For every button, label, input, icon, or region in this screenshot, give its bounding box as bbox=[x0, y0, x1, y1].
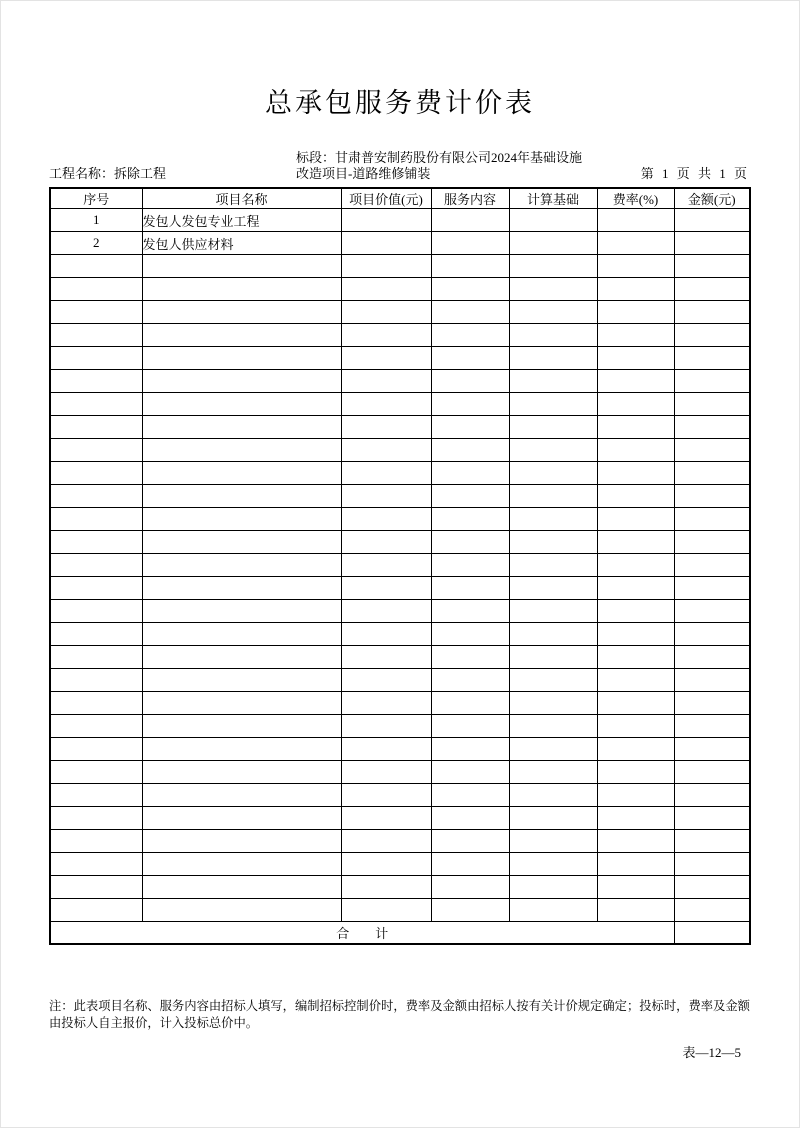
table-cell-rate bbox=[597, 715, 674, 738]
table-cell-value bbox=[341, 600, 431, 623]
table-cell-value bbox=[341, 692, 431, 715]
table-cell-rate bbox=[597, 393, 674, 416]
table-cell-content bbox=[431, 715, 509, 738]
table-row bbox=[50, 600, 750, 623]
table-cell-no bbox=[50, 324, 142, 347]
table-cell-no bbox=[50, 347, 142, 370]
table-cell-basis bbox=[509, 646, 597, 669]
table-cell-basis bbox=[509, 462, 597, 485]
page-indicator: 第 1 页 共 1 页 bbox=[640, 166, 747, 181]
table-cell-amount bbox=[674, 692, 750, 715]
table-cell-basis bbox=[509, 531, 597, 554]
table-cell-name bbox=[142, 508, 341, 531]
table-cell-value bbox=[341, 209, 431, 232]
table-row bbox=[50, 784, 750, 807]
table-cell-basis bbox=[509, 600, 597, 623]
table-cell-name: 发包人发包专业工程 bbox=[142, 209, 341, 232]
section-line-2: 改造项目-道路维修铺装 bbox=[296, 166, 431, 181]
table-cell-name bbox=[142, 784, 341, 807]
table-cell-name bbox=[142, 669, 341, 692]
table-cell-name bbox=[142, 899, 341, 922]
table-cell-value bbox=[341, 324, 431, 347]
page-title: 总承包服务费计价表 bbox=[265, 88, 535, 118]
table-cell-amount bbox=[674, 715, 750, 738]
table-cell-no bbox=[50, 830, 142, 853]
table-cell-no bbox=[50, 807, 142, 830]
table-cell-value bbox=[341, 347, 431, 370]
table-cell-name bbox=[142, 853, 341, 876]
table-cell-rate bbox=[597, 761, 674, 784]
table-cell-content bbox=[431, 761, 509, 784]
table-cell-amount bbox=[674, 278, 750, 301]
table-row bbox=[50, 830, 750, 853]
table-cell-no bbox=[50, 485, 142, 508]
table-cell-name bbox=[142, 485, 341, 508]
total-amount-cell bbox=[674, 922, 750, 944]
table-cell-name bbox=[142, 393, 341, 416]
table-row bbox=[50, 577, 750, 600]
table-cell-content bbox=[431, 830, 509, 853]
table-cell-name bbox=[142, 623, 341, 646]
table-cell-no bbox=[50, 577, 142, 600]
table-cell-basis bbox=[509, 692, 597, 715]
table-cell-rate bbox=[597, 669, 674, 692]
table-cell-rate bbox=[597, 577, 674, 600]
project-name: 工程名称：拆除工程 bbox=[49, 166, 167, 181]
table-cell-basis bbox=[509, 416, 597, 439]
table-cell-name bbox=[142, 370, 341, 393]
table-cell-rate bbox=[597, 255, 674, 278]
footnote bbox=[49, 998, 759, 1032]
table-cell-no bbox=[50, 554, 142, 577]
table-cell-rate bbox=[597, 876, 674, 899]
table-cell-value bbox=[341, 899, 431, 922]
table-cell-name bbox=[142, 347, 341, 370]
table-cell-rate bbox=[597, 232, 674, 255]
table-cell-no bbox=[50, 393, 142, 416]
table-row bbox=[50, 416, 750, 439]
table-cell-amount bbox=[674, 485, 750, 508]
table-cell-content bbox=[431, 784, 509, 807]
table-cell-basis bbox=[509, 370, 597, 393]
table-cell-name bbox=[142, 301, 341, 324]
table-cell-content bbox=[431, 577, 509, 600]
table-row bbox=[50, 439, 750, 462]
table-cell-name bbox=[142, 577, 341, 600]
table-cell-no bbox=[50, 715, 142, 738]
table-cell-amount bbox=[674, 255, 750, 278]
table-cell-content bbox=[431, 416, 509, 439]
col-header-seq: 序号 bbox=[50, 188, 142, 209]
table-cell-basis bbox=[509, 899, 597, 922]
table-cell-rate bbox=[597, 784, 674, 807]
table-cell-basis bbox=[509, 853, 597, 876]
table-cell-amount bbox=[674, 669, 750, 692]
table-cell-value bbox=[341, 761, 431, 784]
table-cell-value bbox=[341, 876, 431, 899]
table-row bbox=[50, 715, 750, 738]
footnote-line-1: 注：此表项目名称、服务内容由招标人填写，编制招标控制价时，费率及金额由招标人按有关计价规定确定；投标时，费率及金额 bbox=[49, 999, 750, 1013]
col-header-value: 项目价值(元) bbox=[341, 188, 431, 209]
fee-table bbox=[49, 187, 751, 945]
table-cell-no bbox=[50, 278, 142, 301]
table-cell-amount bbox=[674, 508, 750, 531]
table-cell-rate bbox=[597, 531, 674, 554]
table-cell-value bbox=[341, 715, 431, 738]
col-header-amount: 金额(元) bbox=[674, 188, 750, 209]
table-cell-value bbox=[341, 853, 431, 876]
table-cell-no: 2 bbox=[50, 232, 142, 255]
table-meta bbox=[49, 143, 749, 184]
table-cell-name bbox=[142, 324, 341, 347]
table-row bbox=[50, 462, 750, 485]
table-cell-value bbox=[341, 531, 431, 554]
table-cell-amount bbox=[674, 646, 750, 669]
table-cell-value bbox=[341, 646, 431, 669]
table-cell-basis bbox=[509, 784, 597, 807]
table-cell-no bbox=[50, 738, 142, 761]
header-row bbox=[50, 188, 750, 209]
col-header-service: 服务内容 bbox=[431, 188, 509, 209]
table-cell-value bbox=[341, 508, 431, 531]
table-cell-content bbox=[431, 393, 509, 416]
table-cell-basis bbox=[509, 508, 597, 531]
table-cell-name bbox=[142, 462, 341, 485]
table-cell-basis bbox=[509, 715, 597, 738]
table-cell-value bbox=[341, 830, 431, 853]
table-cell-basis bbox=[509, 738, 597, 761]
footnote-line-2: 由投标人自主报价，计入投标总价中。 bbox=[49, 1016, 259, 1030]
table-cell-rate bbox=[597, 692, 674, 715]
table-cell-rate bbox=[597, 600, 674, 623]
table-cell-value bbox=[341, 301, 431, 324]
form-code: 表—12—5 bbox=[682, 1045, 741, 1060]
table-cell-no bbox=[50, 439, 142, 462]
table-cell-rate bbox=[597, 899, 674, 922]
table-cell-no bbox=[50, 646, 142, 669]
table-row bbox=[50, 669, 750, 692]
table-cell-basis bbox=[509, 393, 597, 416]
table-cell-value bbox=[341, 439, 431, 462]
table-cell-amount bbox=[674, 600, 750, 623]
table-cell-amount bbox=[674, 531, 750, 554]
total-row bbox=[50, 922, 750, 944]
table-row bbox=[50, 899, 750, 922]
table-cell-no bbox=[50, 761, 142, 784]
table-row bbox=[50, 393, 750, 416]
table-cell-basis bbox=[509, 807, 597, 830]
table-cell-no bbox=[50, 301, 142, 324]
table-cell-value bbox=[341, 784, 431, 807]
table-row bbox=[50, 853, 750, 876]
table-cell-rate bbox=[597, 370, 674, 393]
table-cell-content bbox=[431, 899, 509, 922]
table-cell-no bbox=[50, 370, 142, 393]
table-cell-name bbox=[142, 692, 341, 715]
table-cell-no: 1 bbox=[50, 209, 142, 232]
table-cell-content bbox=[431, 853, 509, 876]
table-cell-content bbox=[431, 554, 509, 577]
table-cell-amount bbox=[674, 439, 750, 462]
table-cell-basis bbox=[509, 830, 597, 853]
table-cell-name bbox=[142, 715, 341, 738]
table-cell-rate bbox=[597, 439, 674, 462]
table-cell-amount bbox=[674, 347, 750, 370]
table-cell-no bbox=[50, 899, 142, 922]
table-cell-content bbox=[431, 462, 509, 485]
table-cell-basis bbox=[509, 301, 597, 324]
table-cell-rate bbox=[597, 830, 674, 853]
table-row bbox=[50, 554, 750, 577]
table-cell-content bbox=[431, 301, 509, 324]
table-cell-no bbox=[50, 508, 142, 531]
table-cell-content bbox=[431, 347, 509, 370]
table-cell-value bbox=[341, 554, 431, 577]
table-cell-name bbox=[142, 554, 341, 577]
table-cell-content bbox=[431, 600, 509, 623]
table-cell-value bbox=[341, 485, 431, 508]
table-row bbox=[50, 209, 750, 232]
table-row bbox=[50, 646, 750, 669]
table-cell-name: 发包人供应材料 bbox=[142, 232, 341, 255]
table-cell-amount bbox=[674, 393, 750, 416]
table-cell-content bbox=[431, 485, 509, 508]
table-cell-value bbox=[341, 393, 431, 416]
table-cell-amount bbox=[674, 853, 750, 876]
table-cell-value bbox=[341, 738, 431, 761]
table-cell-content bbox=[431, 370, 509, 393]
table-cell-name bbox=[142, 531, 341, 554]
table-cell-basis bbox=[509, 209, 597, 232]
table-cell-rate bbox=[597, 416, 674, 439]
table-row bbox=[50, 876, 750, 899]
table-cell-content bbox=[431, 646, 509, 669]
col-header-basis: 计算基础 bbox=[509, 188, 597, 209]
table-cell-no bbox=[50, 669, 142, 692]
table-cell-amount bbox=[674, 761, 750, 784]
table-row bbox=[50, 623, 750, 646]
table-row bbox=[50, 531, 750, 554]
table-cell-no bbox=[50, 623, 142, 646]
table-cell-basis bbox=[509, 439, 597, 462]
table-cell-content bbox=[431, 531, 509, 554]
table-cell-name bbox=[142, 439, 341, 462]
table-cell-rate bbox=[597, 462, 674, 485]
table-cell-no bbox=[50, 876, 142, 899]
table-cell-rate bbox=[597, 508, 674, 531]
table-cell-amount bbox=[674, 830, 750, 853]
table-cell-name bbox=[142, 416, 341, 439]
table-cell-no bbox=[50, 531, 142, 554]
table-cell-content bbox=[431, 209, 509, 232]
table-cell-amount bbox=[674, 577, 750, 600]
table-cell-amount bbox=[674, 876, 750, 899]
table-row bbox=[50, 255, 750, 278]
table-cell-basis bbox=[509, 232, 597, 255]
table-cell-value bbox=[341, 370, 431, 393]
table-row bbox=[50, 278, 750, 301]
table-cell-amount bbox=[674, 301, 750, 324]
table-cell-amount bbox=[674, 462, 750, 485]
table-cell-rate bbox=[597, 853, 674, 876]
table-cell-content bbox=[431, 669, 509, 692]
table-cell-value bbox=[341, 807, 431, 830]
table-cell-name bbox=[142, 646, 341, 669]
table-cell-rate bbox=[597, 554, 674, 577]
table-cell-basis bbox=[509, 485, 597, 508]
table-cell-basis bbox=[509, 278, 597, 301]
table-cell-rate bbox=[597, 278, 674, 301]
table-cell-amount bbox=[674, 807, 750, 830]
col-header-name: 项目名称 bbox=[142, 188, 341, 209]
table-cell-amount bbox=[674, 416, 750, 439]
table-cell-amount bbox=[674, 899, 750, 922]
table-cell-no bbox=[50, 462, 142, 485]
table-row bbox=[50, 692, 750, 715]
table-cell-basis bbox=[509, 876, 597, 899]
table-cell-content bbox=[431, 876, 509, 899]
table-cell-value bbox=[341, 416, 431, 439]
table-cell-no bbox=[50, 600, 142, 623]
table-cell-name bbox=[142, 830, 341, 853]
col-header-rate: 费率(%) bbox=[597, 188, 674, 209]
table-cell-rate bbox=[597, 347, 674, 370]
table-cell-rate bbox=[597, 209, 674, 232]
table-row bbox=[50, 324, 750, 347]
table-cell-rate bbox=[597, 807, 674, 830]
table-row bbox=[50, 232, 750, 255]
table-cell-value bbox=[341, 255, 431, 278]
table-cell-content bbox=[431, 738, 509, 761]
table-cell-content bbox=[431, 692, 509, 715]
table-cell-content bbox=[431, 623, 509, 646]
table-row bbox=[50, 370, 750, 393]
table-cell-rate bbox=[597, 324, 674, 347]
table-row bbox=[50, 485, 750, 508]
table-cell-content bbox=[431, 255, 509, 278]
table-cell-value bbox=[341, 623, 431, 646]
table-cell-rate bbox=[597, 646, 674, 669]
table-cell-content bbox=[431, 232, 509, 255]
table-row bbox=[50, 508, 750, 531]
table-cell-name bbox=[142, 761, 341, 784]
table-cell-amount bbox=[674, 370, 750, 393]
table-cell-basis bbox=[509, 669, 597, 692]
table-row bbox=[50, 761, 750, 784]
section-line-1: 标段：甘肃普安制药股份有限公司2024年基础设施 bbox=[296, 150, 583, 165]
table-cell-basis bbox=[509, 255, 597, 278]
table-cell-content bbox=[431, 278, 509, 301]
table-cell-basis bbox=[509, 347, 597, 370]
table-cell-name bbox=[142, 738, 341, 761]
table-cell-basis bbox=[509, 324, 597, 347]
table-cell-name bbox=[142, 876, 341, 899]
table-row bbox=[50, 301, 750, 324]
table-cell-amount bbox=[674, 784, 750, 807]
table-cell-no bbox=[50, 255, 142, 278]
table-cell-content bbox=[431, 807, 509, 830]
table-cell-name bbox=[142, 255, 341, 278]
total-label: 合 计 bbox=[50, 922, 674, 944]
table-cell-amount bbox=[674, 232, 750, 255]
table-row bbox=[50, 738, 750, 761]
table-cell-content bbox=[431, 439, 509, 462]
table-cell-amount bbox=[674, 324, 750, 347]
table-cell-basis bbox=[509, 577, 597, 600]
table-cell-amount bbox=[674, 738, 750, 761]
table-cell-basis bbox=[509, 554, 597, 577]
section-info bbox=[296, 150, 582, 182]
table-cell-rate bbox=[597, 738, 674, 761]
table-cell-no bbox=[50, 692, 142, 715]
table-cell-basis bbox=[509, 623, 597, 646]
table-cell-value bbox=[341, 577, 431, 600]
table-cell-no bbox=[50, 416, 142, 439]
table-cell-no bbox=[50, 784, 142, 807]
table-cell-value bbox=[341, 278, 431, 301]
table-cell-amount bbox=[674, 554, 750, 577]
table-cell-content bbox=[431, 324, 509, 347]
table-cell-content bbox=[431, 508, 509, 531]
table-cell-amount bbox=[674, 209, 750, 232]
table-cell-value bbox=[341, 462, 431, 485]
table-cell-rate bbox=[597, 623, 674, 646]
table-cell-name bbox=[142, 807, 341, 830]
table-cell-name bbox=[142, 600, 341, 623]
table-cell-value bbox=[341, 232, 431, 255]
table-row bbox=[50, 807, 750, 830]
table-cell-rate bbox=[597, 485, 674, 508]
table-cell-name bbox=[142, 278, 341, 301]
table-row bbox=[50, 347, 750, 370]
table-cell-rate bbox=[597, 301, 674, 324]
table-cell-amount bbox=[674, 623, 750, 646]
table-cell-value bbox=[341, 669, 431, 692]
table-cell-basis bbox=[509, 761, 597, 784]
table-cell-no bbox=[50, 853, 142, 876]
